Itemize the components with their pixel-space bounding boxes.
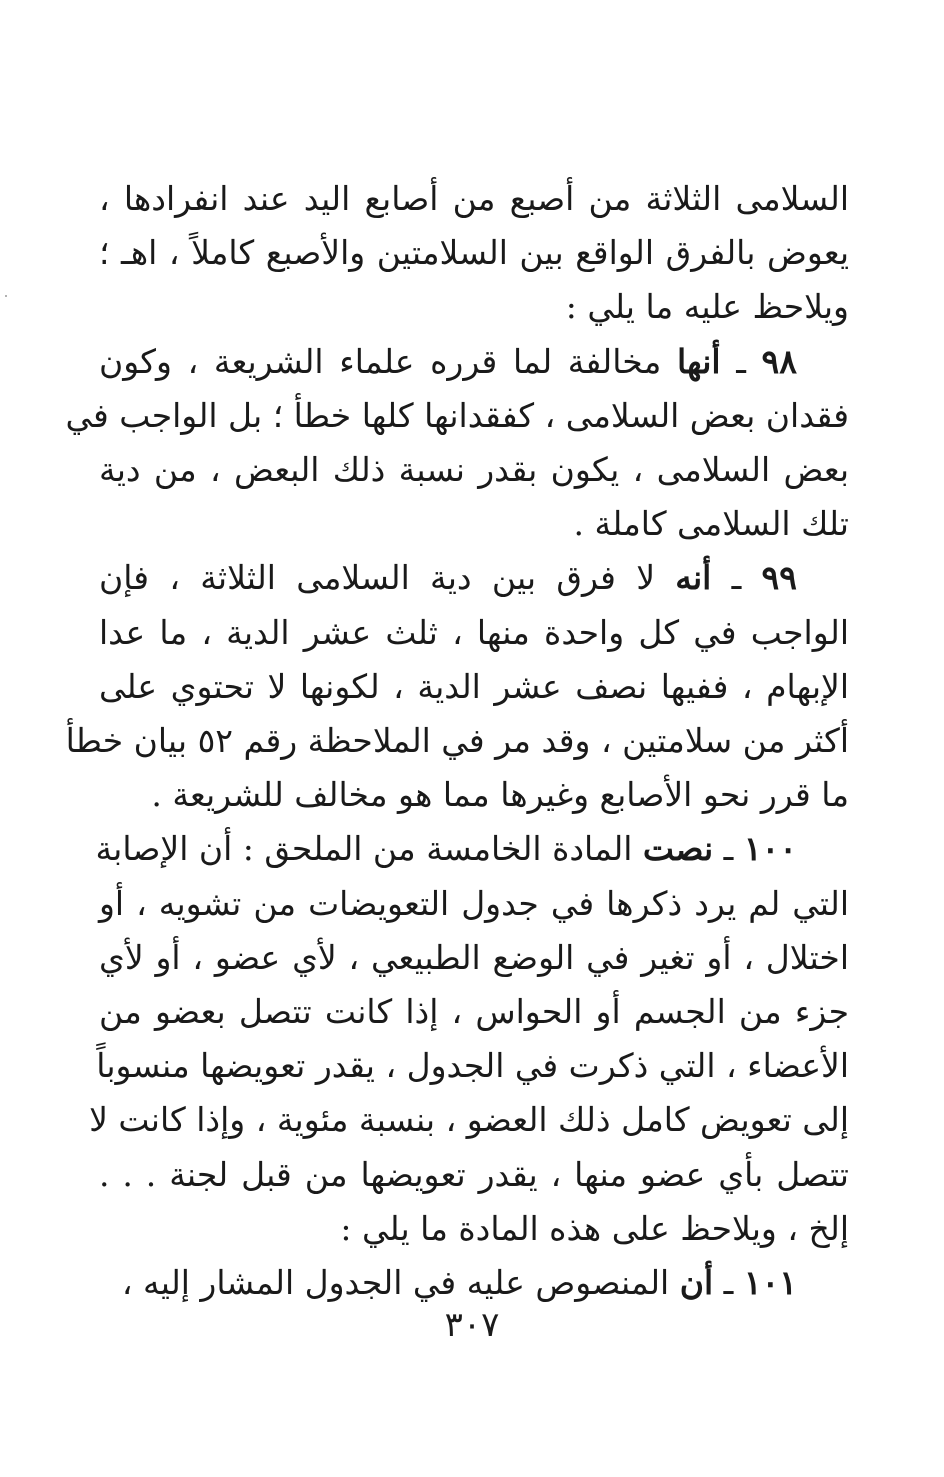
paragraph-text: مخالفة لما قرره علماء الشريعة ، وكون <box>99 341 662 381</box>
paragraph-text: المنصوص عليه في الجدول المشار إليه ، <box>121 1263 670 1303</box>
paragraph-dash: ـ <box>731 558 742 598</box>
text-line: فقدان بعض السلامى ، كفقدانها كلها خطأ ؛ بل الواجب في <box>65 395 849 435</box>
text-line: اختلال ، أو تغير في الوضع الطبيعي ، لأي عضو ، أو لأي <box>99 937 849 977</box>
text-line: الأعضاء ، التي ذكرت في الجدول ، يقدر تعويضها منسوباً <box>96 1046 849 1086</box>
paragraph-dash: ـ <box>723 829 734 869</box>
scan-speck <box>5 295 7 297</box>
text-line: الواجب في كل واحدة منها ، ثلث عشر الدية ، ما عدا <box>99 612 849 652</box>
text-line: جزء من الجسم أو الحواس ، إذا كانت تتصل بعضو من <box>99 992 849 1032</box>
paragraph-dash: ـ <box>723 1263 734 1303</box>
paragraph-text: لا فرق بين دية السلامى الثلاثة ، فإن <box>99 558 656 598</box>
paragraph-dash: ـ <box>736 341 746 381</box>
paragraph-100-first-line <box>95 822 849 876</box>
body-text <box>65 172 849 1310</box>
paragraph-number: ٩٨ <box>761 341 797 381</box>
paragraph-keyword: أن <box>679 1263 714 1303</box>
paragraph-keyword: أنها <box>676 341 721 381</box>
paragraph-number: ١٠١ <box>743 1263 797 1303</box>
page-number: ٣٠٧ <box>444 1305 500 1345</box>
paragraph-number: ٩٩ <box>761 558 797 598</box>
text-line: التي لم يرد ذكرها في جدول التعويضات من تشويه ، أو <box>99 883 849 923</box>
paragraph-98-first-line <box>99 335 849 389</box>
paragraph-99-first-line <box>99 551 849 605</box>
paragraph-number: ١٠٠ <box>743 829 797 869</box>
paragraph-text: المادة الخامسة من الملحق : أن الإصابة <box>95 829 633 869</box>
text-line: ما قرر نحو الأصابع وغيرها مما هو مخالف للشريعة . <box>151 775 849 815</box>
text-line: أكثر من سلامتين ، وقد مر في الملاحظة رقم ٥٢ بيان خطأ <box>65 721 849 761</box>
text-line: الإبهام ، ففيها نصف عشر الدية ، لكونها لا تحتوي على <box>99 666 849 706</box>
text-line: يعوض بالفرق الواقع بين السلامتين والأصبع كاملاً ، اهـ ؛ <box>99 233 849 273</box>
text-line: تلك السلامى كاملة . <box>573 504 849 544</box>
paragraph-keyword: نصت <box>642 829 714 869</box>
paragraph-keyword: أنه <box>675 558 712 598</box>
text-line: تتصل بأي عضو منها ، يقدر تعويضها من قبل لجنة . . . <box>99 1154 849 1194</box>
text-line: ويلاحظ عليه ما يلي : <box>565 287 849 327</box>
text-line: إلخ ، ويلاحظ على هذه المادة ما يلي : <box>340 1208 849 1248</box>
text-line: السلامى الثلاثة من أصبع من أصابع اليد عند انفرادها ، <box>99 179 849 218</box>
text-line: بعض السلامى ، يكون بقدر نسبة ذلك البعض ، من دية <box>99 450 849 490</box>
text-line: إلى تعويض كامل ذلك العضو ، بنسبة مئوية ، وإذا كانت لا <box>89 1100 849 1140</box>
